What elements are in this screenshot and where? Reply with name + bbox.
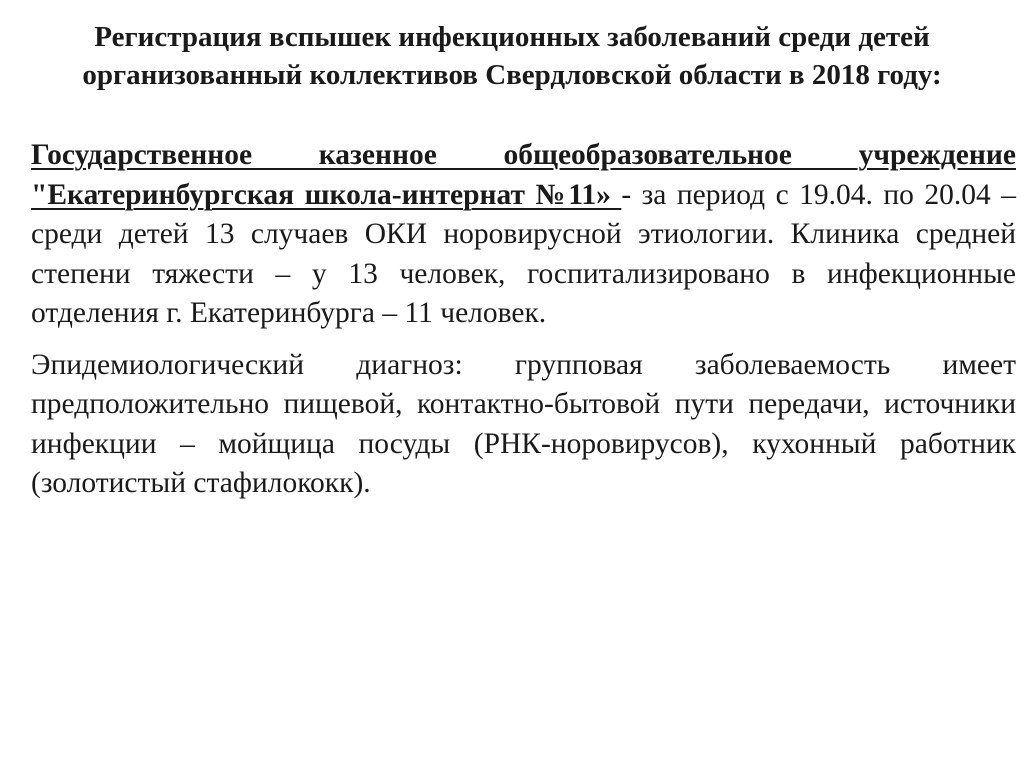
slide-body — [31, 136, 1016, 504]
institution-name: Государственное казенное общеобразовательное учреждение "Екатеринбургская школа-интернат №11» — [31, 139, 1016, 211]
outbreak-details-text: - за период с 19.04. по 20.04 – среди детей 13 случаев ОКИ норовирусной этиологии. Клиника средней степени тяжести – у 13 человек, госпитализировано в инфекционные отделения г. Екатеринбурга – 11 человек. — [31, 178, 1016, 329]
paragraph-epidemiological-diagnosis: Эпидемиологический диагноз: групповая заболеваемость имеет предположительно пищевой, контактно-бытовой пути передачи, источники инфекции – мойщица посуды (РНК-норовирусов), кухонный работник (золотистый стафилококк). — [31, 348, 1016, 499]
slide-title: Регистрация вспышек инфекционных заболеваний среди детей организованный коллективов Свердловской области в 2018 году: — [82, 21, 942, 91]
paragraph-outbreak-details — [31, 136, 1016, 334]
